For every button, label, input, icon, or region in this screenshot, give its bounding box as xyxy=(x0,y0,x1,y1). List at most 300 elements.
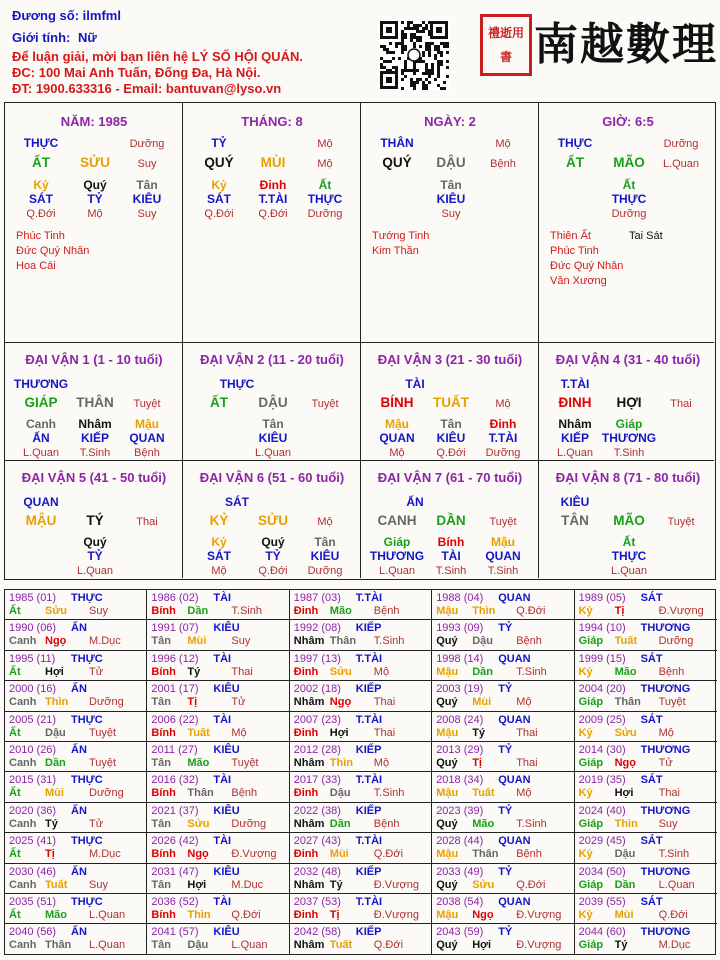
year-chi: Dần xyxy=(187,605,209,617)
year-can: Mậu xyxy=(436,848,459,861)
year-god: KIÊU xyxy=(213,744,240,756)
year-can: Giáp xyxy=(578,878,604,891)
year-stage: Đ.Vượng xyxy=(231,848,277,861)
year-god: THỰC xyxy=(71,896,103,908)
year-stage: Bệnh xyxy=(516,848,542,861)
duong-so-value: ilmfml xyxy=(82,8,121,23)
dai-van-ten-god: KIẾP xyxy=(560,431,590,445)
dai-van-ten-god: THỰC xyxy=(611,549,647,563)
pillar-stage: Mộ xyxy=(87,208,103,220)
year-can: Đinh xyxy=(293,665,319,678)
dai-van-stage: T.Sinh xyxy=(487,565,519,577)
dai-van-stage: L.Quan xyxy=(378,565,416,577)
year-chi: Dậu xyxy=(472,635,493,648)
year-label: 2032 (48) xyxy=(293,865,341,878)
pillar-ten-god: SÁT xyxy=(29,192,53,206)
year-can: Kỷ xyxy=(578,605,593,617)
year-cell xyxy=(147,590,289,620)
dai-van-god: ẤN xyxy=(406,495,424,509)
year-chi: Dậu xyxy=(614,848,636,861)
year-cell xyxy=(432,651,574,681)
year-cell xyxy=(432,742,574,772)
dai-van-hidden-stem: Tân xyxy=(440,417,462,431)
year-can: Kỷ xyxy=(578,787,593,800)
year-can: Tân xyxy=(151,696,171,709)
dai-van-state: Mộ xyxy=(495,398,511,410)
year-chi: Tý xyxy=(614,939,628,952)
dai-van-title: ĐẠI VẬN 7 (61 - 70 tuổi) xyxy=(377,470,523,485)
year-can: Mậu xyxy=(436,665,459,678)
year-can: Nhâm xyxy=(293,817,325,830)
year-label: 2012 (28) xyxy=(293,744,341,756)
dai-van-hidden-stem: Đinh xyxy=(489,417,517,431)
year-chi: Sửu xyxy=(472,878,495,891)
dai-van-stage: Bệnh xyxy=(134,447,160,459)
pillar-top-stage: Dưỡng xyxy=(663,138,699,150)
year-stage: T.Sinh xyxy=(516,665,547,678)
year-stage: T.Sinh xyxy=(373,635,405,648)
year-stage: Q.Đới xyxy=(516,878,546,891)
year-cell xyxy=(575,833,717,863)
pillar-ten-god: THỰC xyxy=(611,192,647,206)
year-chi: Ngọ xyxy=(614,757,636,769)
dai-van-hidden-stem: Mậu xyxy=(491,535,515,549)
year-stage: Suy xyxy=(89,605,108,617)
year-can: Quý xyxy=(436,878,458,891)
dai-van-ten-god: QUAN xyxy=(485,549,521,563)
dai-van-can: ẤT xyxy=(210,395,228,410)
dai-van-ten-god: SÁT xyxy=(207,549,231,563)
year-chi: Mùi xyxy=(187,635,207,648)
year-label: 1994 (10) xyxy=(578,622,626,635)
year-cell xyxy=(432,833,574,863)
year-chi: Hợi xyxy=(329,726,349,739)
dai-van-hidden-stem: Canh xyxy=(26,417,56,431)
year-chi: Ngọ xyxy=(329,696,352,709)
pillar-top-stage: Dưỡng xyxy=(129,138,165,150)
pillar-hidden-stem: Kỷ xyxy=(211,178,227,192)
year-stage: Bệnh xyxy=(231,787,258,800)
dai-van-stage: Mộ xyxy=(389,447,405,459)
year-cell xyxy=(5,742,147,772)
year-god: KIÊU xyxy=(213,683,240,696)
year-stage: Bệnh xyxy=(658,665,685,678)
pillar-star: Đức Quý Nhân xyxy=(16,245,90,257)
pillar-star: Hoa Cái xyxy=(16,260,56,272)
year-stage: M.Dục xyxy=(89,635,121,648)
dai-van-state: Thai xyxy=(670,398,692,410)
pillar-state: Bệnh xyxy=(490,158,516,170)
year-can: Nhâm xyxy=(293,878,325,891)
year-cell xyxy=(432,772,574,802)
pillar-hidden-stem: Đinh xyxy=(259,178,287,192)
year-stage: Q.Đới xyxy=(373,939,404,952)
year-cell xyxy=(575,590,717,620)
dai-van-state: Thai xyxy=(136,516,158,528)
year-cell xyxy=(147,712,289,742)
year-chi: Mùi xyxy=(472,696,492,709)
year-label: 2037 (53) xyxy=(293,896,341,908)
year-god: QUAN xyxy=(498,835,531,848)
year-chi: Thìn xyxy=(45,696,69,709)
year-chi: Tị xyxy=(329,909,340,921)
year-chi: Hợi xyxy=(614,787,634,800)
year-cell xyxy=(5,803,147,833)
year-cell xyxy=(290,864,432,894)
year-god: THỰC xyxy=(71,774,103,787)
year-stage: Q.Đới xyxy=(658,909,688,921)
dai-van-hidden-stem: Mậu xyxy=(385,417,409,431)
pillar-ten-god: KIÊU xyxy=(132,192,162,206)
year-can: Đinh xyxy=(293,726,319,739)
year-stage: Thai xyxy=(373,726,396,739)
year-cell xyxy=(5,894,147,924)
dai-van-hidden-stem: Tân xyxy=(262,417,284,431)
year-label: 2035 (51) xyxy=(9,896,57,908)
pillar-hidden-stem: Tân xyxy=(440,178,462,192)
year-can: Tân xyxy=(151,939,171,952)
year-god: KIÊU xyxy=(213,926,240,939)
year-cell xyxy=(575,924,717,954)
year-label: 2016 (32) xyxy=(151,774,199,787)
year-chi: Tị xyxy=(614,605,625,617)
year-label: 2013 (29) xyxy=(436,744,484,756)
year-chi: Thân xyxy=(329,635,357,648)
year-chi: Tị xyxy=(472,757,482,769)
year-god: ẤN xyxy=(71,804,87,817)
dai-van-hidden-stem: Quý xyxy=(83,535,107,549)
year-label: 2023 (39) xyxy=(436,804,484,817)
year-god: T.TÀI xyxy=(355,896,383,908)
year-god: QUAN xyxy=(498,592,531,604)
year-label: 2038 (54) xyxy=(436,896,484,908)
dai-van-cell xyxy=(361,461,539,578)
year-stage: Q.Đới xyxy=(231,909,261,921)
year-stage: Thai xyxy=(231,665,253,678)
year-god: QUAN xyxy=(498,774,531,787)
year-chi: Dần xyxy=(472,665,493,678)
dai-van-chi: HỢI xyxy=(616,395,642,410)
year-cell xyxy=(575,681,717,711)
year-chi: Dậu xyxy=(187,939,209,952)
dai-van-ten-god: THƯƠNG xyxy=(369,549,425,563)
pillar-stars-list xyxy=(550,229,623,289)
year-god: T.TÀI xyxy=(355,835,383,848)
year-label: 2025 (41) xyxy=(9,835,57,848)
year-chi: Thân xyxy=(472,848,499,861)
year-stage: T.Sinh xyxy=(658,848,690,861)
year-can: Giáp xyxy=(578,635,604,648)
year-label: 2010 (26) xyxy=(9,744,57,756)
year-cell xyxy=(5,864,147,894)
pillar-stage: Q.Đới xyxy=(26,208,56,220)
year-cell xyxy=(432,864,574,894)
year-chi: Tuất xyxy=(614,635,637,648)
year-cell xyxy=(147,803,289,833)
dai-van-state: Tuyệt xyxy=(489,516,517,528)
duong-so-label: Đương số: xyxy=(12,8,80,23)
year-label: 1999 (15) xyxy=(578,652,626,665)
year-cell xyxy=(432,712,574,742)
dai-van-hidden-stem: Tân xyxy=(314,535,336,549)
year-label: 2042 (58) xyxy=(293,926,341,939)
year-cell xyxy=(5,924,147,954)
year-chi: Sửu xyxy=(614,726,637,739)
year-label: 2015 (31) xyxy=(9,774,57,787)
gioi-tinh-value: Nữ xyxy=(77,30,97,45)
year-god: QUAN xyxy=(498,713,531,726)
year-stage: Đ.Vượng xyxy=(658,605,704,617)
dai-van-state: Mộ xyxy=(317,516,333,528)
year-can: Bính xyxy=(151,605,176,617)
year-cell xyxy=(147,681,289,711)
dai-van-can: BÍNH xyxy=(380,395,414,410)
year-cell xyxy=(5,833,147,863)
year-can: Nhâm xyxy=(293,757,325,769)
year-can: Ất xyxy=(9,848,21,861)
year-label: 2030 (46) xyxy=(9,865,57,878)
year-label: 2011 (27) xyxy=(151,744,198,756)
year-cell xyxy=(147,772,289,802)
year-cell xyxy=(575,772,717,802)
year-label: 2028 (44) xyxy=(436,835,484,848)
year-can: Canh xyxy=(9,817,37,830)
year-cell xyxy=(5,651,147,681)
year-cell xyxy=(575,620,717,650)
year-can: Kỷ xyxy=(578,848,593,861)
year-chi: Dần xyxy=(329,817,351,830)
dai-van-stage: Q.Đới xyxy=(436,447,466,459)
dai-van-can: KỶ xyxy=(209,513,229,528)
year-label: 2040 (56) xyxy=(9,926,57,939)
year-label: 2020 (36) xyxy=(9,804,57,817)
dai-van-ten-god: THƯƠNG xyxy=(601,431,657,445)
year-stage: Tuyệt xyxy=(89,726,117,739)
chart-grid xyxy=(4,102,716,580)
year-label: 1986 (02) xyxy=(151,592,199,604)
dai-van-stage: L.Quan xyxy=(556,447,594,459)
year-stage: Tử xyxy=(231,696,246,709)
year-cell xyxy=(432,620,574,650)
year-label: 1989 (05) xyxy=(578,592,626,604)
year-label: 2003 (19) xyxy=(436,683,484,696)
dai-van-cell xyxy=(183,343,361,461)
year-chi: Thân xyxy=(614,696,641,709)
year-label: 2027 (43) xyxy=(293,835,341,848)
pillar-hidden-stem: Quý xyxy=(83,178,107,192)
pillar-top-god: THỰC xyxy=(557,136,593,150)
year-stage: Tử xyxy=(658,757,673,769)
pillar-star: Văn Xương xyxy=(550,275,607,287)
gioi-tinh-line xyxy=(12,30,97,45)
pillar-can: QUÝ xyxy=(204,155,234,170)
year-god: TÀI xyxy=(213,652,232,665)
year-chi: Tuất xyxy=(329,939,353,952)
pillar-star: Đức Quý Nhân xyxy=(550,260,624,272)
year-can: Bính xyxy=(151,787,176,800)
pillar-title: NĂM: 1985 xyxy=(60,114,128,129)
year-label: 2007 (23) xyxy=(293,713,341,726)
year-label: 1998 (14) xyxy=(436,652,484,665)
year-chi: Sửu xyxy=(187,817,210,830)
dai-van-god: SÁT xyxy=(225,495,249,509)
dai-van-can: MẬU xyxy=(25,513,57,528)
year-can: Bính xyxy=(151,665,176,678)
dai-van-hidden-stem: Giáp xyxy=(383,535,411,549)
dai-van-god: T.TÀI xyxy=(560,377,590,391)
year-god: QUAN xyxy=(498,652,531,665)
pillar-bad-stars-list xyxy=(629,229,663,244)
year-chi: Thìn xyxy=(614,817,638,830)
pillar-state: L.Quan xyxy=(662,158,700,170)
year-god: THƯƠNG xyxy=(640,804,691,817)
year-label: 2014 (30) xyxy=(578,744,626,756)
year-chi: Sửu xyxy=(329,665,352,678)
year-can: Đinh xyxy=(293,848,319,861)
dai-van-title: ĐẠI VẬN 2 (11 - 20 tuổi) xyxy=(200,352,344,367)
dai-van-hidden-stem: Mậu xyxy=(135,417,159,431)
dai-van-title: ĐẠI VẬN 1 (1 - 10 tuổi) xyxy=(25,352,163,367)
dai-van-can: ĐINH xyxy=(558,395,592,410)
year-cell xyxy=(5,712,147,742)
pillar-chi: MÃO xyxy=(613,155,645,170)
year-label: 2019 (35) xyxy=(578,774,626,787)
year-can: Nhâm xyxy=(293,635,325,648)
pillar-state: Suy xyxy=(137,158,157,170)
dai-van-stage: Mộ xyxy=(211,565,227,577)
phone-email-line: ĐT: 1900.633316 - Email: bantuvan@lyso.vn xyxy=(12,81,282,96)
year-stage: Thai xyxy=(516,757,538,769)
year-label: 2009 (25) xyxy=(578,713,626,726)
pillar-top-god: THÂN xyxy=(380,136,414,150)
year-can: Giáp xyxy=(578,696,604,709)
year-label: 1991 (07) xyxy=(151,622,199,635)
year-stage: L.Quan xyxy=(658,878,695,891)
dai-van-god: QUAN xyxy=(23,495,59,509)
pillar-stage: Q.Đới xyxy=(204,208,234,220)
year-chi: Sửu xyxy=(45,605,68,617)
year-can: Tân xyxy=(151,817,171,830)
pillar-ten-god: THỰC xyxy=(307,192,343,206)
qr-code-icon xyxy=(379,20,449,90)
dai-van-chi: MÃO xyxy=(613,513,645,528)
year-cell xyxy=(290,894,432,924)
year-can: Ất xyxy=(9,665,21,678)
year-label: 2036 (52) xyxy=(151,896,199,908)
year-can: Quý xyxy=(436,635,458,648)
year-stage: Dưỡng xyxy=(658,635,694,648)
dai-van-title: ĐẠI VẬN 8 (71 - 80 tuổi) xyxy=(555,470,701,485)
year-label: 2034 (50) xyxy=(578,865,626,878)
year-cell xyxy=(147,894,289,924)
year-label: 2044 (60) xyxy=(578,926,626,939)
year-can: Quý xyxy=(436,939,458,952)
year-stage: M.Dục xyxy=(658,939,691,952)
dai-van-stage: T.Sinh xyxy=(79,447,111,459)
year-can: Quý xyxy=(436,757,458,769)
dai-van-chi: SỬU xyxy=(258,513,288,528)
year-cell xyxy=(432,590,574,620)
year-chi: Dần xyxy=(614,878,636,891)
year-label: 2005 (21) xyxy=(9,713,57,726)
year-chi: Tuất xyxy=(187,726,210,739)
year-god: ẤN xyxy=(71,622,87,635)
dai-van-title: ĐẠI VẬN 3 (21 - 30 tuổi) xyxy=(377,352,523,367)
year-chi: Tị xyxy=(187,696,198,709)
address-line: ĐC: 100 Mai Anh Tuấn, Đống Đa, Hà Nội. xyxy=(12,65,261,80)
year-can: Quý xyxy=(436,817,458,830)
year-god: TỶ xyxy=(498,804,513,817)
year-god: KIÊU xyxy=(213,865,240,878)
pillar-top-god: TỶ xyxy=(211,136,227,150)
year-label: 2041 (57) xyxy=(151,926,199,939)
pillar-hidden-stem: Ất xyxy=(318,178,332,192)
dai-van-god: KIÊU xyxy=(560,495,590,509)
year-can: Tân xyxy=(151,635,171,648)
year-label: 1987 (03) xyxy=(293,592,341,604)
year-god: THỰC xyxy=(71,835,103,848)
dai-van-stage: L.Quan xyxy=(610,565,648,577)
dai-van-stage: Dưỡng xyxy=(307,565,343,577)
dai-van-chi: THÂN xyxy=(76,395,114,410)
dai-van-cell xyxy=(539,343,714,461)
dai-van-hidden-stem: Quý xyxy=(261,535,285,549)
year-god: KIẾP xyxy=(355,683,382,696)
year-can: Kỷ xyxy=(578,726,593,739)
dai-van-chi: TÝ xyxy=(86,513,104,528)
pillar-chi: DẬU xyxy=(436,155,466,170)
year-stage: Đ.Vượng xyxy=(373,878,419,891)
year-chi: Mão xyxy=(45,909,67,921)
dai-van-god: THƯƠNG xyxy=(13,377,69,391)
year-can: Mậu xyxy=(436,787,459,800)
year-cell xyxy=(432,681,574,711)
year-label: 1993 (09) xyxy=(436,622,484,635)
year-chi: Thìn xyxy=(472,605,496,617)
year-god: KIẾP xyxy=(355,744,382,756)
year-label: 2001 (17) xyxy=(151,683,199,696)
dai-van-ten-god: KIÊU xyxy=(310,549,340,563)
year-stage: L.Quan xyxy=(231,939,268,952)
year-god: SÁT xyxy=(640,835,663,848)
year-stage: Mộ xyxy=(658,726,674,739)
year-label: 2043 (59) xyxy=(436,926,484,939)
year-god: QUAN xyxy=(498,896,531,908)
year-god: THỰC xyxy=(71,713,103,726)
year-god: TỶ xyxy=(498,683,513,696)
contact-line: Để luận giải, mời bạn liên hệ LÝ SỐ HỘI QUÁN. xyxy=(12,49,303,64)
pillar-cell xyxy=(183,103,361,343)
year-cell xyxy=(575,894,717,924)
year-can: Giáp xyxy=(578,817,604,830)
duong-so-line xyxy=(12,8,121,23)
year-can: Bính xyxy=(151,726,176,739)
year-god: TÀI xyxy=(213,774,232,787)
dai-van-ten-god: KIẾP xyxy=(80,431,110,445)
year-god: T.TÀI xyxy=(355,774,383,787)
year-god: KIÊU xyxy=(213,622,240,635)
year-stage: Bệnh xyxy=(373,605,400,617)
year-chi: Thân xyxy=(187,787,214,800)
year-god: TỶ xyxy=(498,865,513,878)
dai-van-ten-god: TỶ xyxy=(265,549,281,563)
dai-van-state: Tuyệt xyxy=(133,398,161,410)
year-chi: Ngọ xyxy=(45,635,67,648)
pillar-cell xyxy=(361,103,539,343)
dai-van-can: CANH xyxy=(377,513,417,528)
pillar-stage: Dưỡng xyxy=(611,208,647,220)
year-can: Canh xyxy=(9,696,37,709)
